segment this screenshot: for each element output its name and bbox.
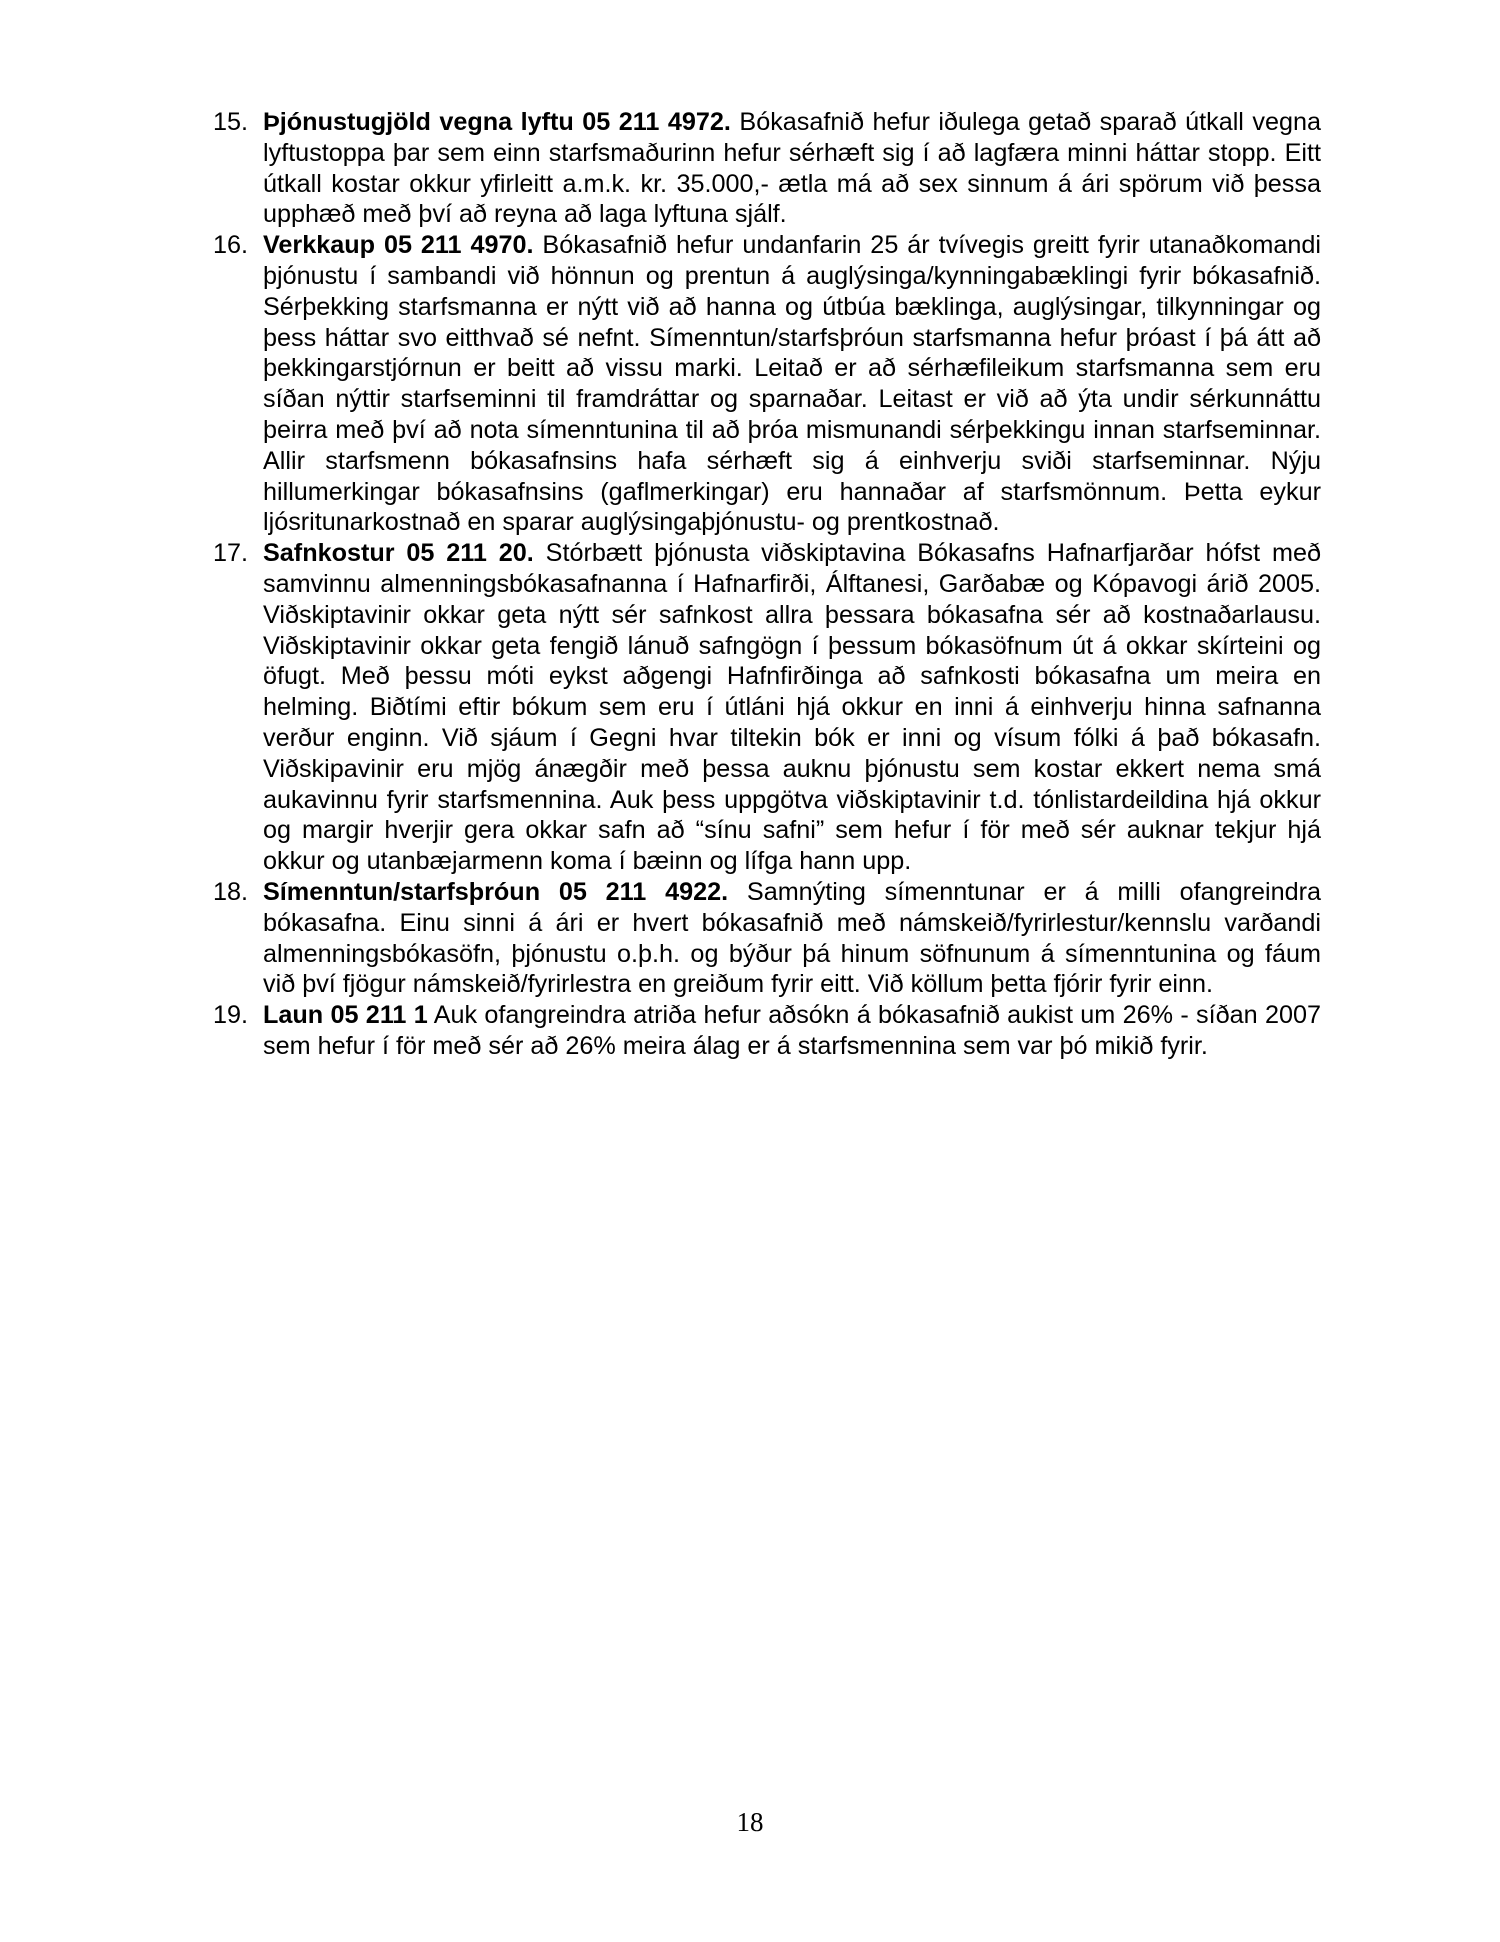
item-number: 17. (213, 539, 249, 568)
item-number: 19. (213, 1001, 249, 1030)
item-heading: Laun 05 211 1 (263, 1001, 428, 1030)
item-heading: Símenntun/starfsþróun 05 211 4922. (263, 877, 729, 906)
item-heading: Safnkostur 05 211 20. (263, 539, 534, 568)
list-item (213, 230, 1321, 538)
item-heading: Þjónustugjöld vegna lyftu 05 211 4972. (263, 108, 731, 136)
list-item (213, 877, 1321, 1000)
item-text: Auk ofangreindra atriða hefur aðsókn á bókasafnið aukist um 26% - síðan 2007 sem hefur í för með sér að 26% meira álag er á starfsmennina sem var þó mikið fyrir. (263, 1001, 1321, 1060)
item-text: Stórbætt þjónusta viðskiptavina Bókasafns Hafnarfjarðar hófst með samvinnu almenningsbókasafnanna í Hafnarfirði, Álftanesi, Garðabæ og Kópavogi árið 2005. Viðskiptavinir okkar geta nýtt sér safnkost allra þessara bókasafna sér að kostnaðarlausu. Viðskiptavinir okkar geta fengið lánuð safngögn í þessum bókasöfnum út á okkar skírteini og öfugt. Með þessu móti eykst aðgengi Hafnfirðinga að safnkosti bókasafna um meira en helming. Biðtími eftir bókum sem eru í útláni hjá okkur en inni á einhverju hinna safnanna verður enginn. Við sjáum í Gegni hvar tiltekin bók er inni og vísum fólki á það bókasafn. Viðskipavinir eru mjög ánægðir með þessa auknu þjónustu sem kostar ekkert nema smá aukavinnu fyrir starfsmennina. Auk þess uppgötva viðskiptavinir t.d. tónlistardeildina hjá okkur og margir hverjir gera okkar safn að “sínu safni” sem hefur í för með sér auknar tekjur hjá okkur og utanbæjarmenn koma í bæinn og lífga hann upp. (263, 539, 1322, 876)
item-heading: Verkkaup 05 211 4970. (263, 231, 534, 260)
item-number: 16. (213, 231, 249, 260)
item-number: 15. (213, 108, 249, 136)
list-item (213, 538, 1321, 877)
numbered-list (213, 107, 1321, 1062)
list-item (213, 107, 1321, 230)
list-item (213, 1000, 1321, 1062)
item-number: 18. (213, 877, 249, 906)
item-text: Samnýting símenntunar er á milli ofangreindra bókasafna. Einu sinni á ári er hvert bókasafnið með námskeið/fyrirlestur/kennslu varðandi almenningsbókasöfn, þjónustu o.þ.h. og býður þá hinum söfnunum á símenntunina og fáum við því fjögur námskeið/fyrirlestra en greiðum fyrir eitt. Við köllum þetta fjórir fyrir einn. (263, 877, 1322, 999)
item-text: Bókasafnið hefur undanfarin 25 ár tvívegis greitt fyrir utanaðkomandi þjónustu í sambandi við hönnun og prentun á auglýsinga/kynningabæklingi fyrir bókasafnið. Sérþekking starfsmanna er nýtt við að hanna og útbúa bæklinga, auglýsingar, tilkynningar og þess háttar svo eitthvað sé nefnt. Símenntun/starfsþróun starfsmanna hefur þróast í þá átt að þekkingarstjórnun er beitt að vissu marki. Leitað er að sérhæfileikum starfsmanna sem eru síðan nýttir starfseminni til framdráttar og sparnaðar. Leitast er við að ýta undir sérkunnáttu þeirra með því að nota símenntunina til að þróa mismunandi sérþekkingu innan starfseminnar. Allir starfsmenn bókasafnsins hafa sérhæft sig á einhverju sviði starfseminnar. Nýju hillumerkingar bókasafnsins (gaflmerkingar) eru hannaðar af starfsmönnum. Þetta eykur ljósritunarkostnað en sparar auglýsingaþjónustu- og prentkostnað. (263, 231, 1321, 537)
item-text: Bókasafnið hefur iðulega getað sparað útkall vegna lyftustoppa þar sem einn starfsmaðurinn hefur sérhæft sig í að lagfæra minni háttar stopp. Eitt útkall kostar okkur yfirleitt a.m.k. kr. 35.000,- ætla má að sex sinnum á ári spörum við þessa upphæð með því að reyna að laga lyftuna sjálf. (263, 108, 1321, 229)
page-number: 18 (736, 1807, 764, 1837)
